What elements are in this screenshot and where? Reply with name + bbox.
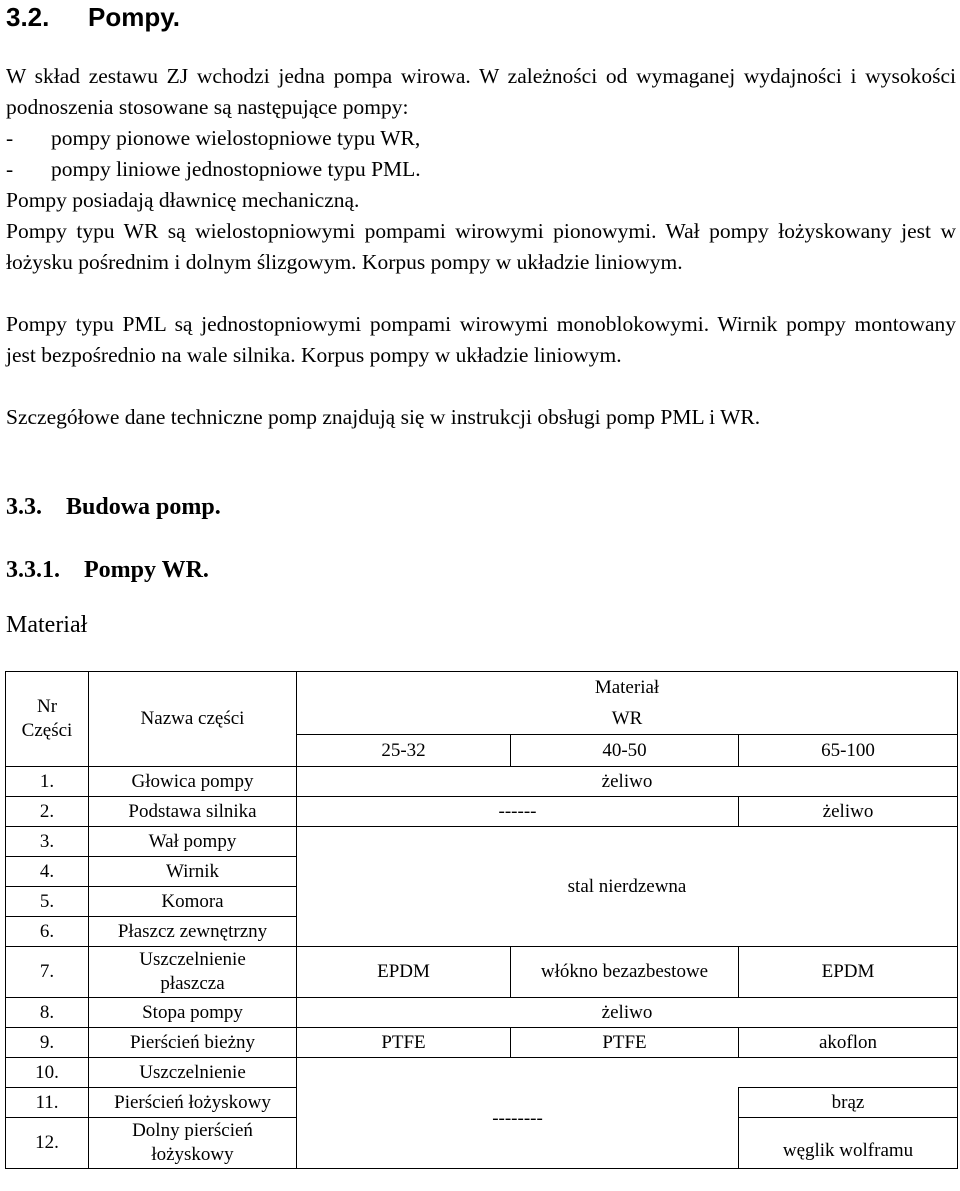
header-size: 65-100 (739, 735, 958, 767)
row-material (297, 1058, 958, 1088)
row-nr: 7. (6, 947, 89, 998)
materials-table (5, 671, 958, 1169)
table-row (6, 797, 958, 827)
row-material: żeliwo (297, 998, 958, 1028)
row-nr: 6. (6, 917, 89, 947)
row-material: węglik wolframu (739, 1118, 958, 1169)
row-material: PTFE (511, 1028, 739, 1058)
row-name (89, 947, 297, 998)
header-nr-line1: Nr (36, 696, 58, 717)
row-nr: 10. (6, 1058, 89, 1088)
material-label: Materiał (6, 612, 88, 638)
merged-stainless: stal nierdzewna (297, 827, 958, 947)
row-name: Głowica pompy (89, 767, 297, 797)
row-nr: 1. (6, 767, 89, 797)
row-name: Uszczelnienie (89, 1058, 297, 1088)
row-nr: 12. (6, 1118, 89, 1169)
bullet-dash: - (6, 126, 14, 150)
intro-paragraph: W skład zestawu ZJ wchodzi jedna pompa wirowa. W zależności od wymaganej wydajności i wysokości podnoszenia stosowane są następujące pompy: (6, 64, 956, 119)
list-item-text: pompy pionowe wielostopniowe typu WR, (51, 126, 421, 150)
row-name: Wirnik (89, 857, 297, 887)
section-number: 3.2. (6, 2, 50, 32)
wr-paragraph: Pompy typu WR są wielostopniowymi pompami wirowymi pionowymi. Wał pompy łożyskowany jest w łożysku pośrednim i dolnym ślizgowym. Korpus pompy w układzie liniowym. (6, 219, 956, 274)
table-row (6, 827, 958, 857)
row-material: ------ (297, 797, 739, 827)
row-material: EPDM (739, 947, 958, 998)
row-name-line2: łożyskowy (151, 1144, 234, 1165)
subsection-title: Budowa pomp. (66, 494, 221, 520)
row-name-line2: płaszcza (160, 973, 225, 994)
header-material: Materiał (297, 672, 958, 704)
list-item-text: pompy liniowe jednostopniowe typu PML. (51, 157, 421, 181)
row-name: Pierścień bieżny (89, 1028, 297, 1058)
list-item (6, 154, 421, 185)
header-size: 40-50 (511, 735, 739, 767)
table-row (6, 1058, 958, 1088)
subsubsection-heading (6, 557, 209, 584)
row-name: Podstawa silnika (89, 797, 297, 827)
pml-paragraph: Pompy typu PML są jednostopniowymi pompami wirowymi monoblokowymi. Wirnik pompy montowany jest bezpośrednio na wale silnika. Korpus pompy w układzie liniowym. (6, 312, 956, 367)
row-name: Wał pompy (89, 827, 297, 857)
details-paragraph: Szczegółowe dane techniczne pomp znajdują się w instrukcji obsługi pomp PML i WR. (6, 405, 761, 429)
bullet-dash: - (6, 157, 14, 181)
header-type: WR (297, 703, 958, 735)
table-header-row (6, 672, 958, 704)
row-name: Pierścień łożyskowy (89, 1088, 297, 1118)
header-nr-line2: Części (21, 720, 73, 741)
row-nr: 5. (6, 887, 89, 917)
row-name-line1: Uszczelnienie (139, 949, 246, 970)
row-material: włókno bezazbestowe (511, 947, 739, 998)
row-material: PTFE (297, 1028, 511, 1058)
table-row (6, 1088, 958, 1118)
row-name-line1: Dolny pierścień (132, 1120, 253, 1141)
row-nr: 2. (6, 797, 89, 827)
header-name: Nazwa części (89, 672, 297, 767)
row-name: Stopa pompy (89, 998, 297, 1028)
row-nr: 8. (6, 998, 89, 1028)
subsection-heading (6, 494, 221, 521)
table-row (6, 947, 958, 998)
row-name: Płaszcz zewnętrzny (89, 917, 297, 947)
section-heading (6, 2, 180, 33)
row-nr: 11. (6, 1088, 89, 1118)
row-material: żeliwo (297, 767, 958, 797)
row-material: żeliwo (739, 797, 958, 827)
table-row (6, 1028, 958, 1058)
subsubsection-number: 3.3.1. (6, 557, 60, 583)
seal-paragraph: Pompy posiadają dławnicę mechaniczną. (6, 188, 360, 212)
subsection-number: 3.3. (6, 494, 42, 520)
row-nr: 4. (6, 857, 89, 887)
subsubsection-title: Pompy WR. (84, 557, 209, 583)
row-material: akoflon (739, 1028, 958, 1058)
row-name (89, 1118, 297, 1169)
list-item (6, 123, 421, 154)
header-size: 25-32 (297, 735, 511, 767)
table-row (6, 998, 958, 1028)
row-material: brąz (739, 1088, 958, 1118)
section-title: Pompy. (88, 2, 180, 32)
pump-type-list (6, 123, 421, 185)
merged-dashes: -------- (297, 1088, 739, 1169)
row-name: Komora (89, 887, 297, 917)
header-nr (6, 672, 89, 767)
row-material: EPDM (297, 947, 511, 998)
table-row (6, 767, 958, 797)
row-nr: 3. (6, 827, 89, 857)
row-nr: 9. (6, 1028, 89, 1058)
